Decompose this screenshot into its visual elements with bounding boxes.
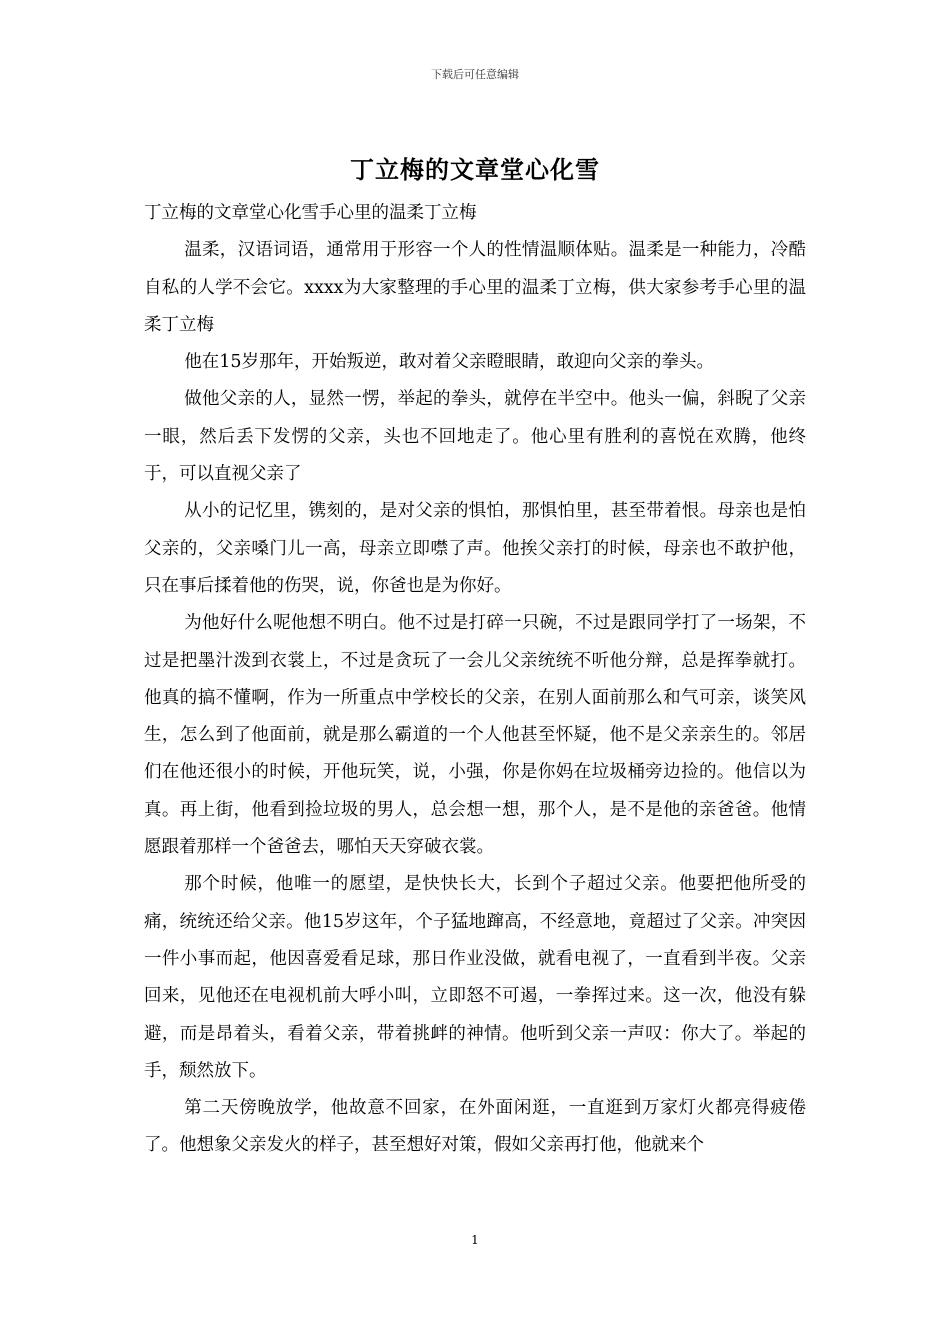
paragraph: 做他父亲的人，显然一愣，举起的拳头，就停在半空中。他头一偏，斜睨了父亲一眼，然后丢下发愣的父亲，头也不回地走了。他心里有胜利的喜悦在欢腾，他终于，可以直视父亲了 bbox=[144, 389, 806, 485]
document-subtitle: 丁立梅的文章堂心化雪手心里的温柔丁立梅 bbox=[144, 203, 477, 223]
document-title: 丁立梅的文章堂心化雪 bbox=[350, 155, 600, 184]
page-header: 下载后可任意编辑 bbox=[431, 68, 519, 81]
paragraph: 从小的记忆里，镌刻的，是对父亲的惧怕，那惧怕里，甚至带着恨。母亲也是怕父亲的，父亲嗓门儿一高，母亲立即噤了声。他挨父亲打的时候，母亲也不敢护他，只在事后揉着他的伤哭，说，你爸也是为你好。 bbox=[144, 501, 806, 596]
paragraph: 温柔，汉语词语，通常用于形容一个人的性情温顺体贴。温柔是一种能力，冷酷自私的人学不会它。xxxx为大家整理的手心里的温柔丁立梅，供大家参考手心里的温柔丁立梅 bbox=[144, 240, 806, 335]
page-number: 1 bbox=[471, 1233, 479, 1247]
paragraph: 他在15岁那年，开始叛逆，敢对着父亲瞪眼睛，敢迎向父亲的拳头。 bbox=[184, 352, 715, 373]
paragraph: 那个时候，他唯一的愿望，是快快长大，长到个子超过父亲。他要把他所受的痛，统统还给父亲。他15岁这年，个子猛地蹿高，不经意地，竟超过了父亲。冲突因一件小事而起，他因喜爱看足球，那日作业没做，就看电视了，一直看到半夜。父亲回来，见他还在电视机前大呼小叫，立即怒不可遏，一拳挥过来。这一次，他没有躲避，而是昂着头，看着父亲，带着挑衅的神情。他听到父亲一声叹：你大了。举起的手，颓然放下。 bbox=[144, 874, 806, 1081]
paragraph: 为他好什么呢他想不明白。他不过是打碎一只碗，不过是跟同学打了一场架，不过是把墨汁泼到衣裳上，不过是贪玩了一会儿父亲统统不听他分辩，总是挥拳就打。他真的搞不懂啊，作为一所重点中学校长的父亲，在别人面前那么和气可亲，谈笑风生，怎么到了他面前，就是那么霸道的一个人他甚至怀疑，他不是父亲亲生的。邻居们在他还很小的时候，开他玩笑，说，小强，你是你妈在垃圾桶旁边捡的。他信以为真。再上街，他看到捡垃圾的男人，总会想一想，那个人，是不是他的亲爸爸。他情愿跟着那样一个爸爸去，哪怕天天穿破衣裳。 bbox=[144, 613, 806, 858]
document-body bbox=[144, 195, 806, 1165]
paragraph: 第二天傍晚放学，他故意不回家，在外面闲逛，一直逛到万家灯火都亮得疲倦了。他想象父亲发火的样子，甚至想好对策，假如父亲再打他，他就来个 bbox=[144, 1098, 806, 1156]
